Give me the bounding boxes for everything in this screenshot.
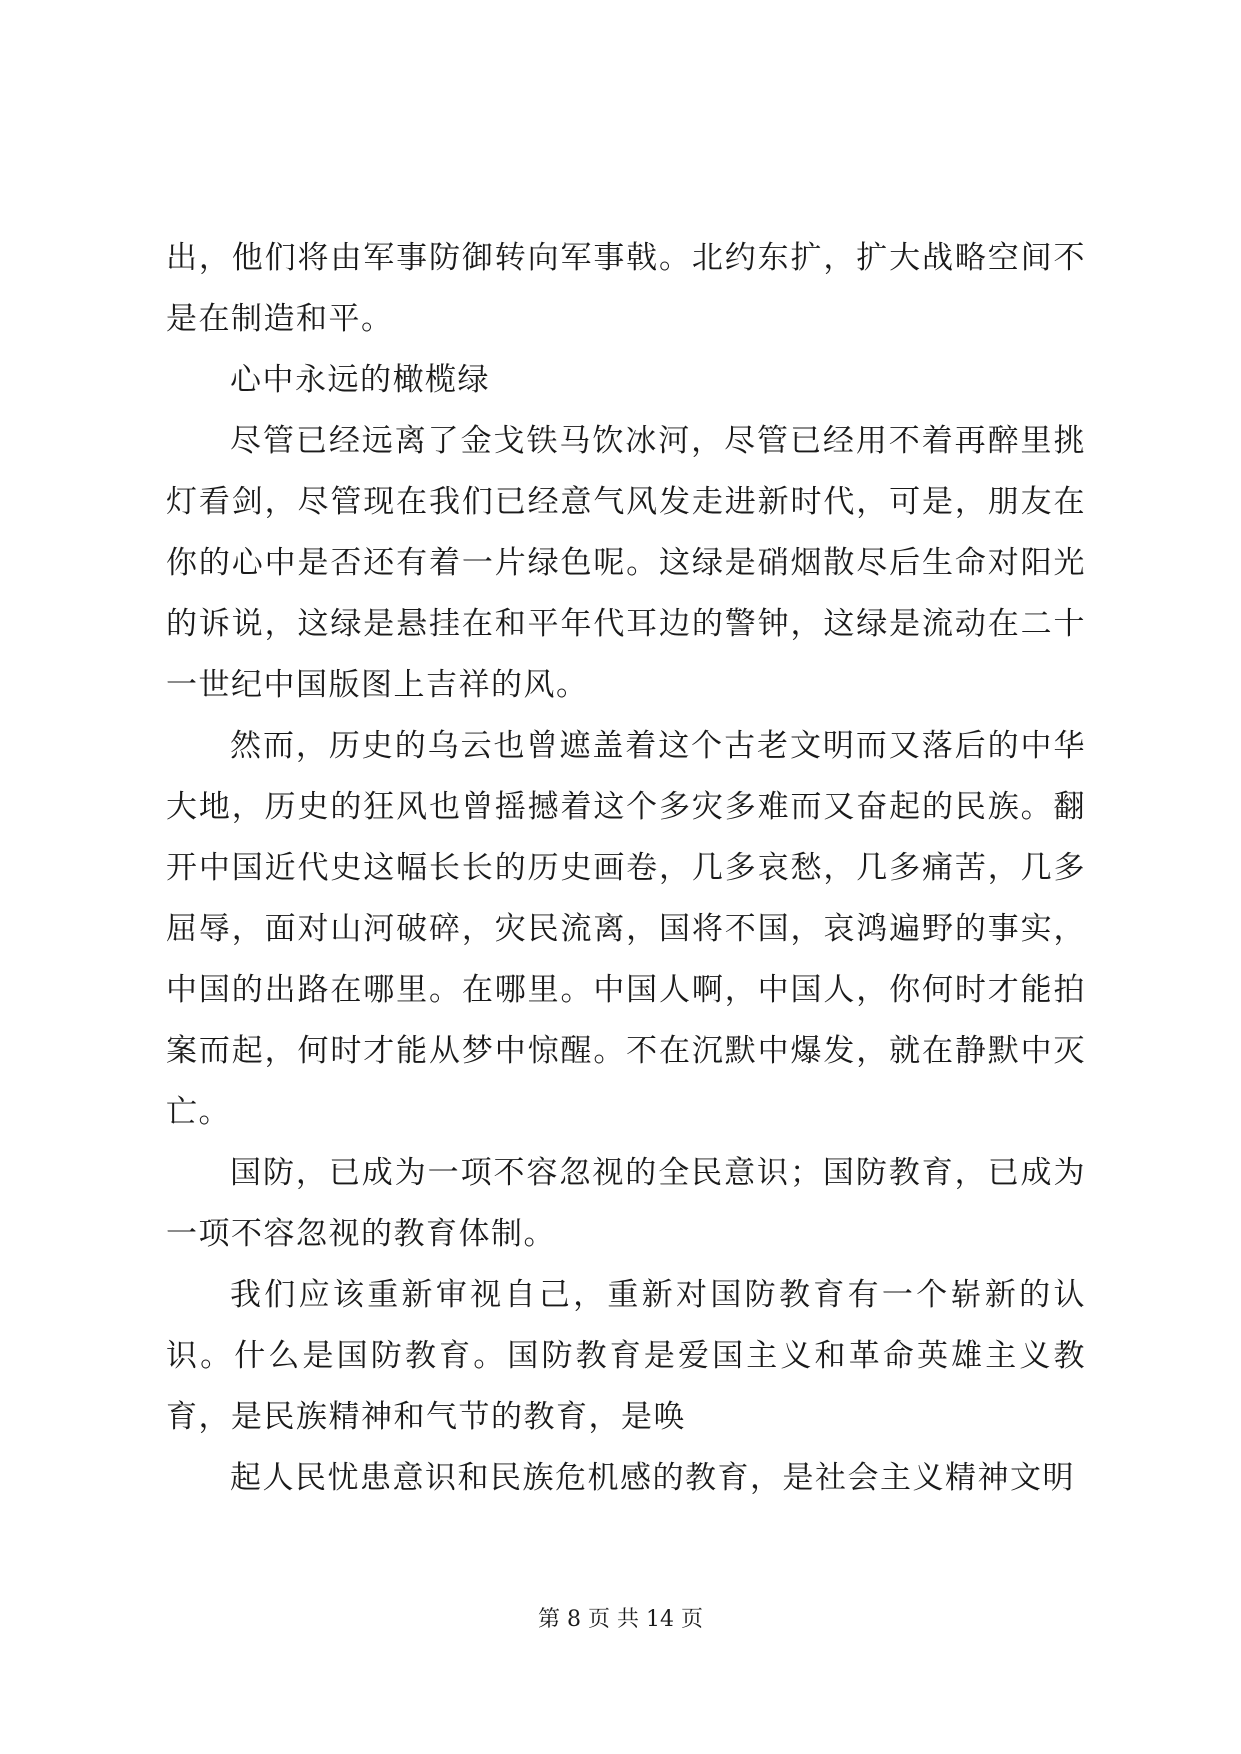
- page-number-footer: 第 8 页 共 14 页: [538, 1607, 703, 1632]
- paragraph-2: 尽管已经远离了金戈铁马饮冰河，尽管已经用不着再醉里挑灯看剑，尽管现在我们已经意气风发走进新时代，可是，朋友在你的心中是否还有着一片绿色呢。这绿是硝烟散尽后生命对阳光的诉说，这绿是悬挂在和平年代耳边的警钟，这绿是流动在二十一世纪中国版图上吉祥的风。: [166, 423, 1086, 703]
- paragraph-6: 起人民忧患意识和民族危机感的教育，是社会主义精神文明: [230, 1460, 1075, 1496]
- paragraph-3: 然而，历史的乌云也曾遮盖着这个古老文明而又落后的中华大地，历史的狂风也曾摇撼着这个多灾多难而又奋起的民族。翻开中国近代史这幅长长的历史画卷，几多哀愁，几多痛苦，几多屈辱，面对山河破碎，灾民流离，国将不国，哀鸿遍野的事实，中国的出路在哪里。在哪里。中国人啊，中国人，你何时才能拍案而起，何时才能从梦中惊醒。不在沉默中爆发，就在静默中灭亡。: [166, 728, 1086, 1130]
- paragraph-1: 出，他们将由军事防御转向军事戟。北约东扩，扩大战略空间不是在制造和平。: [166, 240, 1086, 337]
- paragraph-5: 我们应该重新审视自己，重新对国防教育有一个崭新的认识。什么是国防教育。国防教育是爱国主义和革命英雄主义教育，是民族精神和气节的教育，是唤: [166, 1277, 1086, 1435]
- section-heading: 心中永远的橄榄绿: [230, 362, 490, 398]
- paragraph-4: 国防，已成为一项不容忽视的全民意识；国防教育，已成为一项不容忽视的教育体制。: [166, 1155, 1086, 1252]
- document-body: [166, 228, 1086, 1509]
